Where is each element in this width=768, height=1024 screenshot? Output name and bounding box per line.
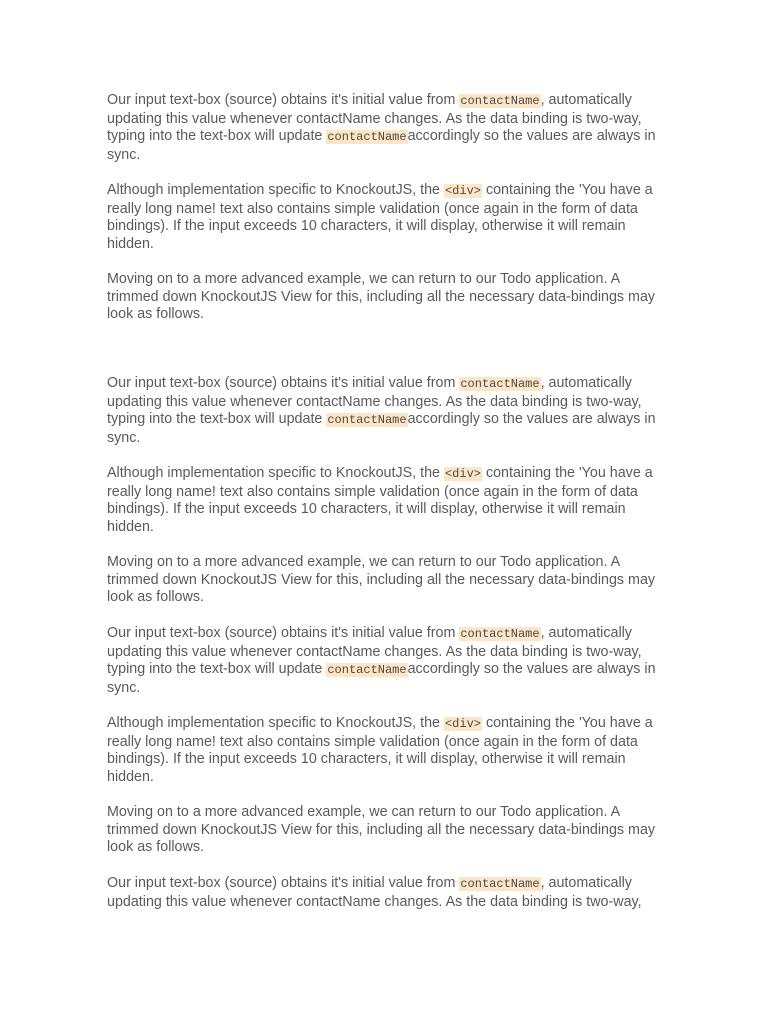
paragraph-text: , automatically updating this value whenever contactName changes. As the data binding is two-way, typing into the text-box will update [107, 625, 642, 677]
paragraph-text: Moving on to a more advanced example, we can return to our Todo application. A trimmed down KnockoutJS View for this, including all the necessary data-bindings may look as follows. [107, 804, 656, 855]
paragraph-text: containing the 'You have a really long name! text also contains simple validation (once again in the form of data bindings). If the input exceeds 10 characters, it will display, otherwise it will remain hidden. [107, 182, 653, 252]
inline-code: contactName [460, 377, 540, 391]
inline-code: contactName [327, 130, 407, 144]
paragraph-text: , automatically updating this value whenever contactName changes. As the data binding is two-way, typing into the text-box will update [107, 92, 642, 144]
paragraph-text: Our input text-box (source) obtains it's initial value from [107, 375, 460, 391]
paragraph-advanced [107, 804, 663, 857]
paragraph-text: Moving on to a more advanced example, we can return to our Todo application. A trimmed down KnockoutJS View for this, including all the necessary data-bindings may look as follows. [107, 554, 656, 605]
paragraph-text: Our input text-box (source) obtains it's initial value from [107, 625, 460, 641]
paragraph-binding [107, 625, 663, 697]
paragraph-advanced [107, 271, 663, 324]
paragraph-text: containing the 'You have a really long name! text also contains simple validation (once again in the form of data bindings). If the input exceeds 10 characters, it will display, otherwise it will remain hidden. [107, 465, 653, 535]
paragraph-advanced [107, 554, 663, 607]
inline-code: contactName [327, 663, 407, 677]
paragraph-binding [107, 92, 663, 164]
paragraph-text: Although implementation specific to KnockoutJS, the [107, 465, 444, 481]
paragraph-validation [107, 715, 663, 786]
paragraph-text: accordingly so the values are always in sync. [107, 661, 656, 696]
paragraph-text: containing the 'You have a really long name! text also contains simple validation (once again in the form of data bindings). If the input exceeds 10 characters, it will display, otherwise it will remain hidden. [107, 715, 653, 785]
paragraph-validation [107, 465, 663, 536]
paragraph-text: Moving on to a more advanced example, we can return to our Todo application. A trimmed down KnockoutJS View for this, including all the necessary data-bindings may look as follows. [107, 271, 656, 322]
paragraph-text: , automatically updating this value whenever contactName changes. As the data binding is two-way, [107, 875, 642, 910]
paragraph-text: Although implementation specific to KnockoutJS, the [107, 182, 444, 198]
paragraph-binding [107, 375, 663, 447]
inline-code: contactName [460, 627, 540, 641]
inline-code: contactName [327, 413, 407, 427]
paragraph-text: Although implementation specific to KnockoutJS, the [107, 715, 444, 731]
paragraph-text: Our input text-box (source) obtains it's initial value from [107, 875, 460, 891]
paragraph-text: accordingly so the values are always in sync. [107, 128, 656, 163]
inline-code: contactName [460, 94, 540, 108]
inline-code: <div> [444, 717, 481, 731]
paragraph-text: , automatically updating this value whenever contactName changes. As the data binding is two-way, typing into the text-box will update [107, 375, 642, 427]
paragraph-text: accordingly so the values are always in sync. [107, 411, 656, 446]
inline-code: <div> [444, 184, 481, 198]
inline-code: <div> [444, 467, 481, 481]
inline-code: contactName [460, 877, 540, 891]
paragraph-binding-truncated [107, 875, 663, 911]
paragraph-text: Our input text-box (source) obtains it's initial value from [107, 92, 460, 108]
paragraph-validation [107, 182, 663, 253]
